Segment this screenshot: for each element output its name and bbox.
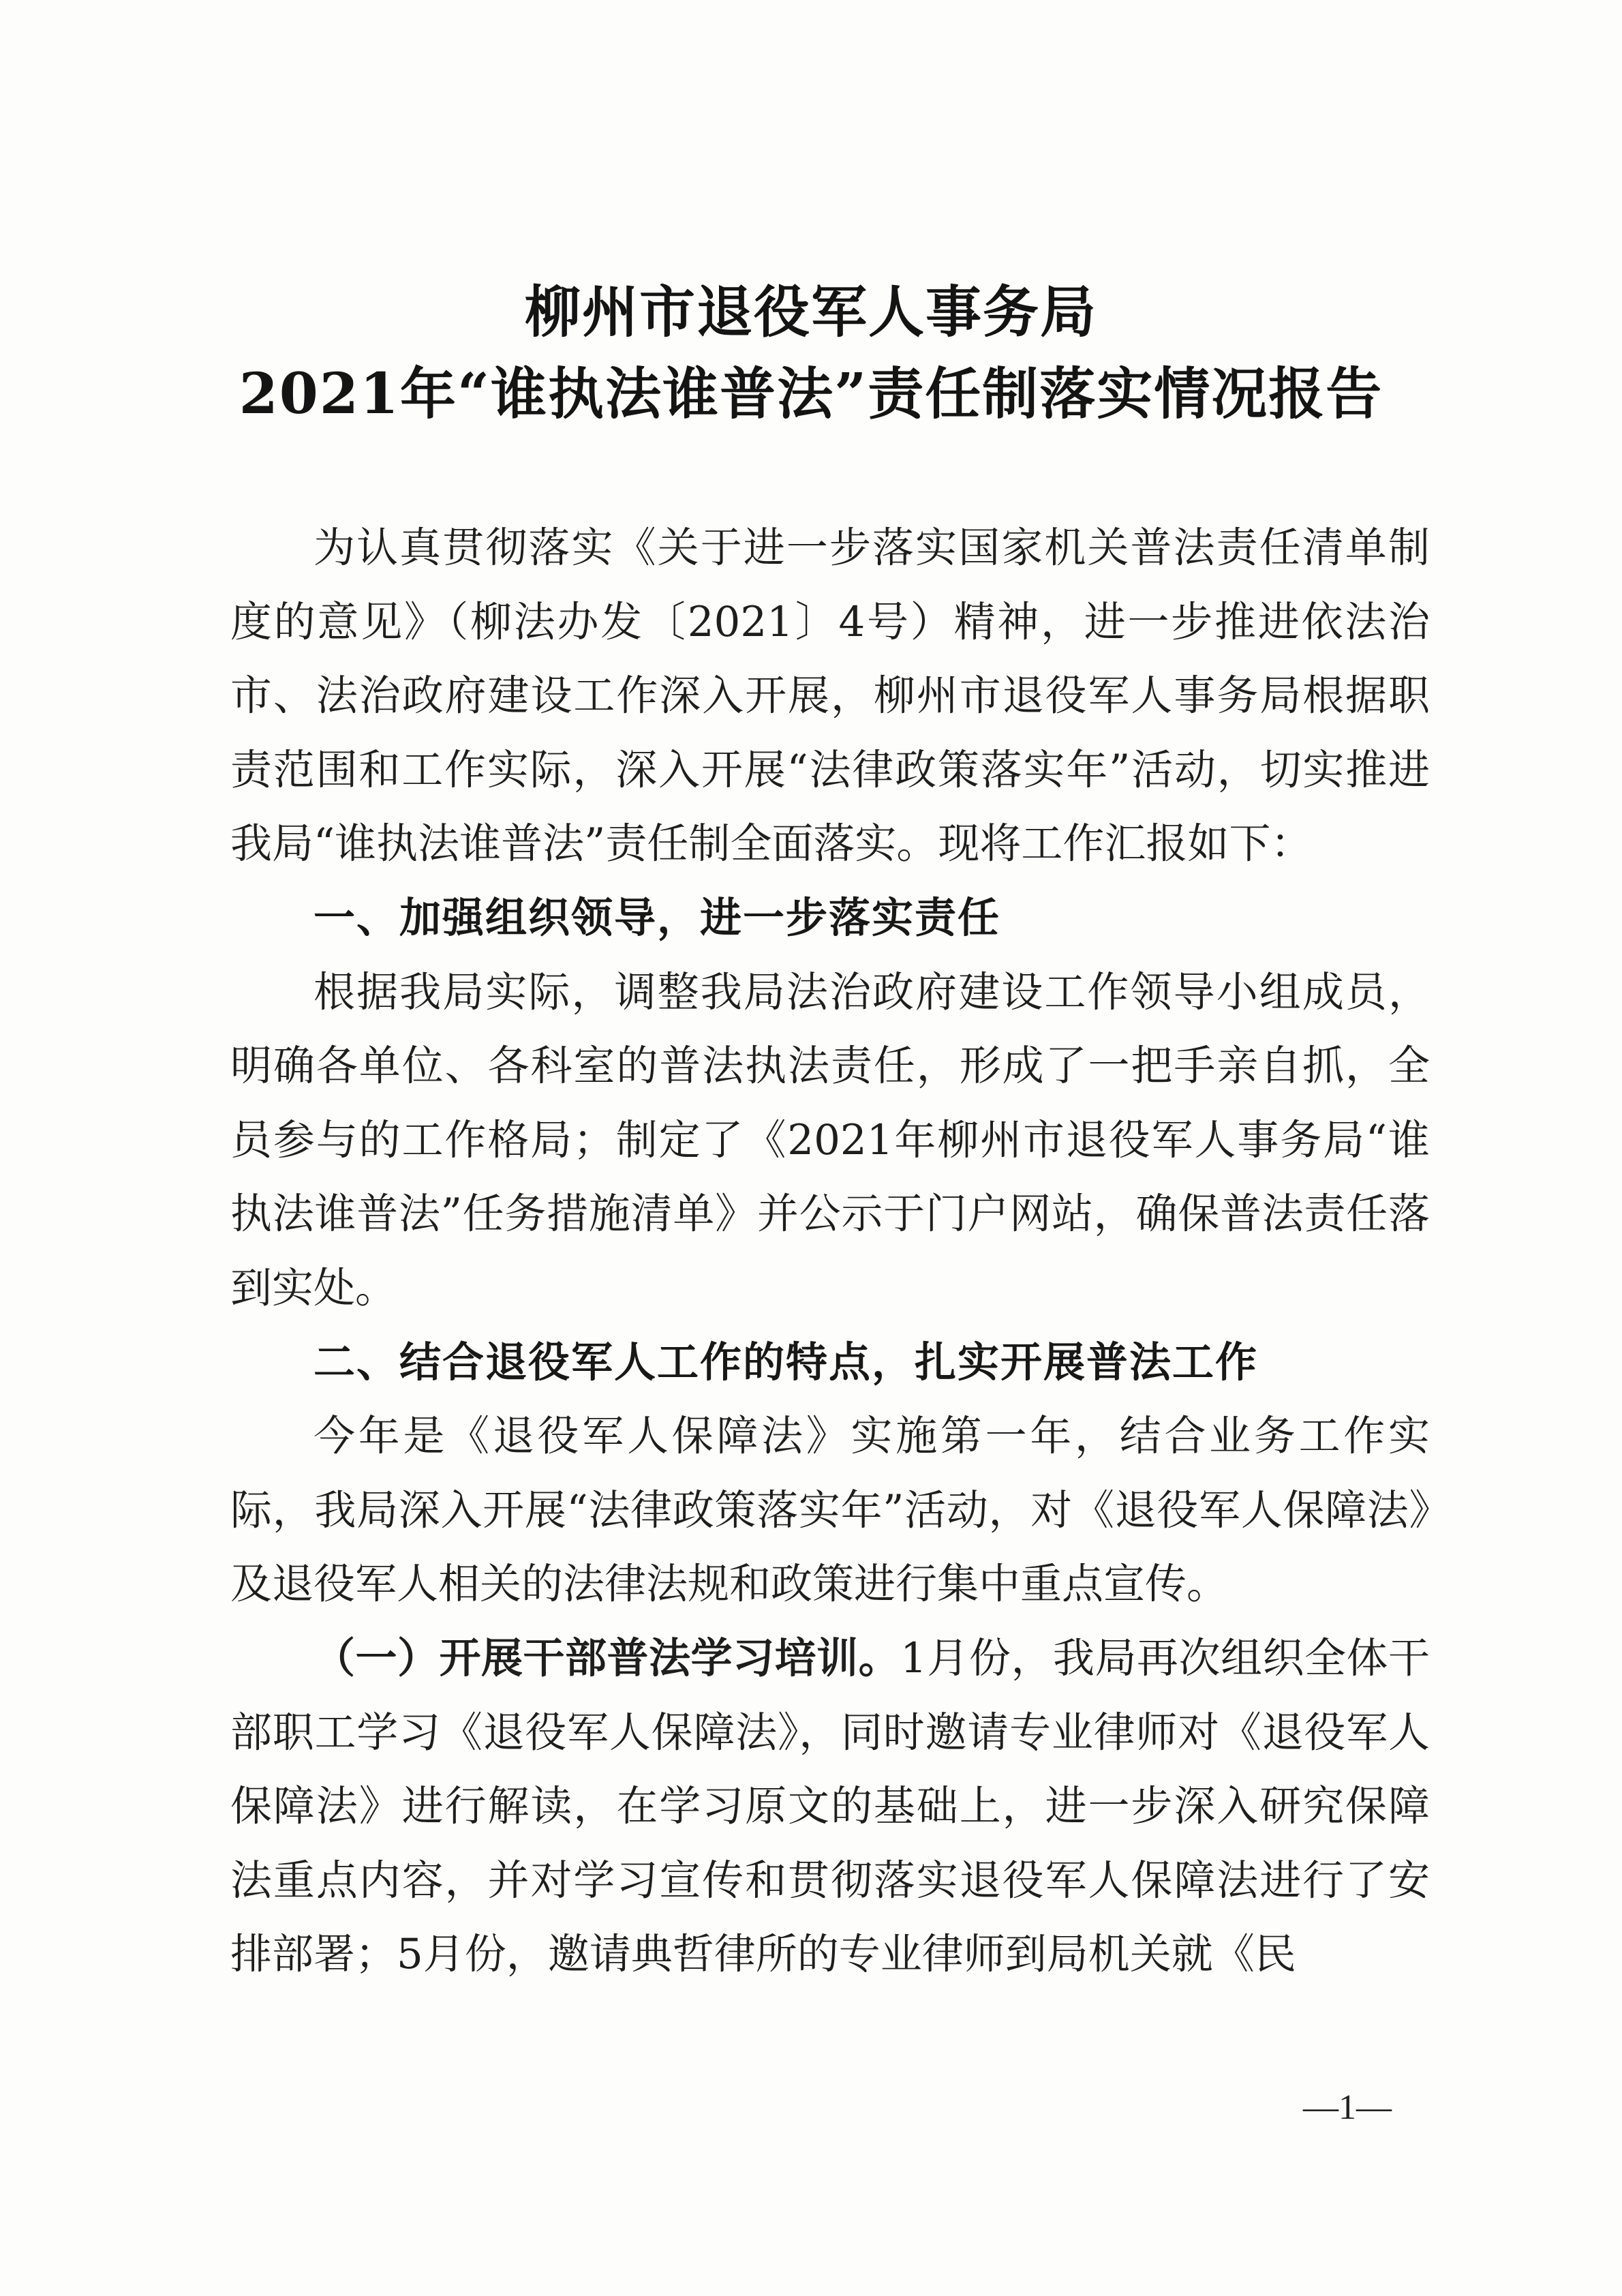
section2-item1-text: 1月份，我局再次组织全体干部职工学习《退役军人保障法》，同时邀请专业律师对《退役军人保障法》进行解读，在学习原文的基础上，进一步深入研究保障法重点内容，并对学习宣传和贯彻落实退役军人保障法进行了安排部署；5月份，邀请典哲律所的专业律师到局机关就《民 xyxy=(230,1633,1430,1979)
section2-paragraph: 今年是《退役军人保障法》实施第一年，结合业务工作实际，我局深入开展“法律政策落实年”活动，对《退役军人保障法》及退役军人相关的法律法规和政策进行集中重点宣传。 xyxy=(230,1412,1430,1609)
document-title-line1: 柳州市退役军人事务局 xyxy=(524,280,1097,345)
section2-heading: 二、结合退役军人工作的特点，扎实开展普法工作 xyxy=(313,1338,1259,1387)
document-title-line2: 2021年“谁执法谁普法”责任制落实情况报告 xyxy=(239,361,1383,427)
intro-paragraph: 为认真贯彻落实《关于进一步落实国家机关普法责任清单制度的意见》（柳法办发〔2021〕4号）精神，进一步推进依法治市、法治政府建设工作深入开展，柳州市退役军人事务局根据职责范围和工作实际，深入开展“法律政策落实年”活动，切实推进我局“谁执法谁普法”责任制全面落实。现将工作汇报如下： xyxy=(230,524,1430,868)
document-body xyxy=(230,511,1430,1992)
section1-paragraph: 根据我局实际，调整我局法治政府建设工作领导小组成员，明确各单位、各科室的普法执法责任，形成了一把手亲自抓，全员参与的工作格局；制定了《2021年柳州市退役军人事务局“谁执法谁普法”任务措施清单》并公示于门户网站，确保普法责任落到实处。 xyxy=(230,967,1430,1312)
section2-item1 xyxy=(230,1622,1430,1992)
page-number: —1— xyxy=(1303,2088,1392,2127)
section2-item1-lead: （一）开展干部普法学习培训。 xyxy=(313,1633,901,1682)
section1-heading: 一、加强组织领导，进一步落实责任 xyxy=(313,893,1001,942)
